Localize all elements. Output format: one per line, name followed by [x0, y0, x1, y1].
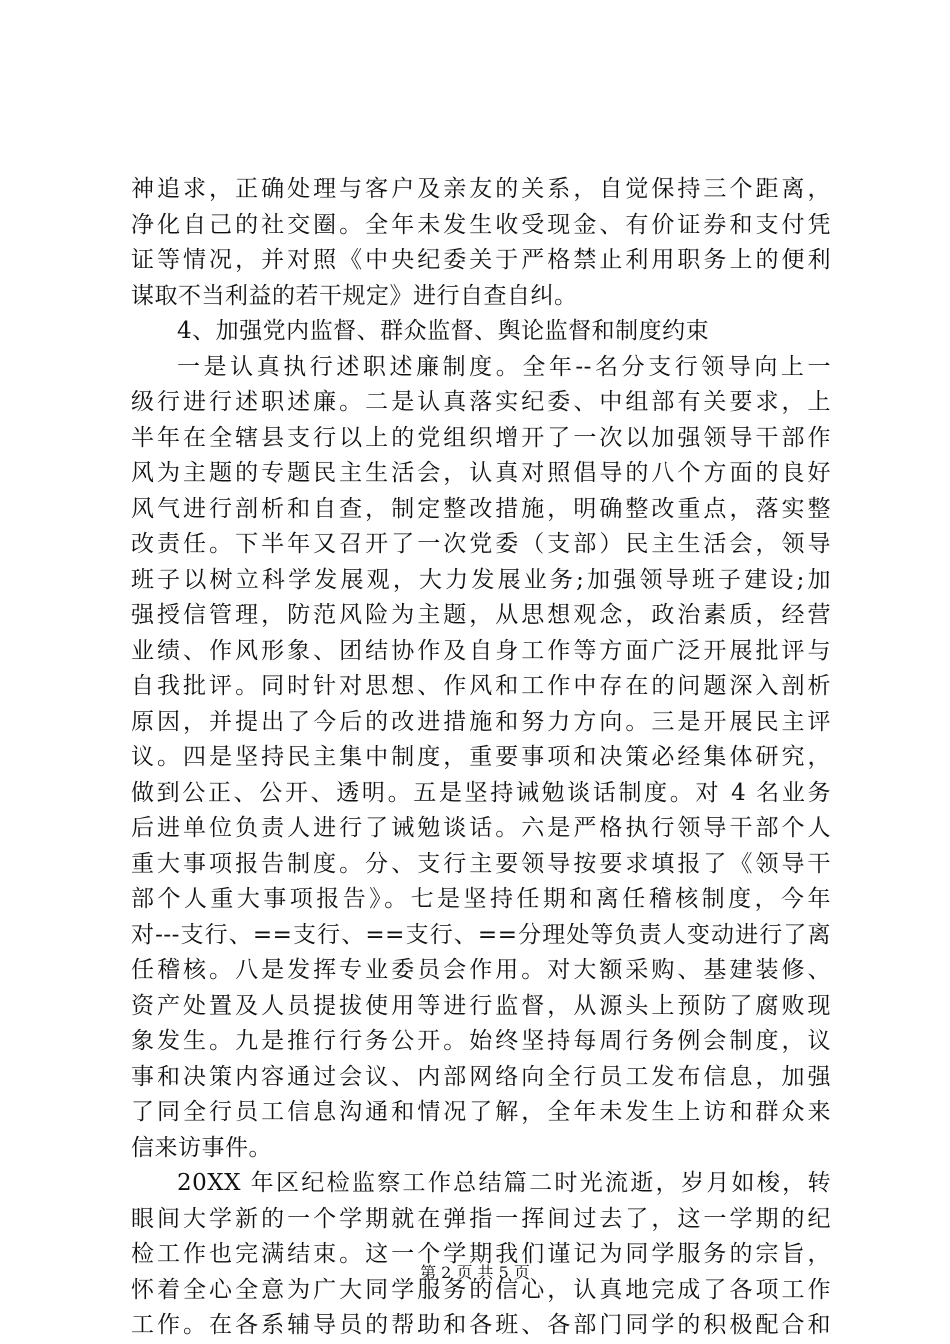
- text-line: 业绩、作风形象、团结协作及自身工作等方面广泛开展批评与: [131, 637, 831, 664]
- text-line: 重大事项报告制度。分、支行主要领导按要求填报了《领导干: [131, 850, 831, 877]
- text-line: 做到公正、公开、透明。五是坚持诫勉谈话制度。对 4 名业务: [131, 779, 831, 806]
- text-line: 净化自己的社交圈。全年未发生收受现金、有价证券和支付凭: [131, 211, 831, 238]
- text-line: 眼间大学新的一个学期就在弹指一挥间过去了，这一学期的纪: [131, 1205, 831, 1232]
- section-heading: 4、加强党内监督、群众监督、舆论监督和制度约束: [177, 318, 710, 344]
- document-body: [131, 172, 831, 1344]
- text-line: 资产处置及人员提拔使用等进行监督，从源头上预防了腐败现: [131, 992, 831, 1019]
- text-line: 20XX 年区纪检监察工作总结篇二时光流逝，岁月如梭，转: [177, 1170, 831, 1196]
- text-line: 任稽核。八是发挥专业委员会作用。对大额采购、基建装修、: [131, 957, 831, 983]
- text-line: 风为主题的专题民主生活会，认真对照倡导的八个方面的良好: [131, 460, 831, 486]
- text-line: 风气进行剖析和自查，制定整改措施，明确整改重点，落实整: [131, 495, 831, 522]
- text-line: 谋取不当利益的若干规定》进行自查自纠。: [131, 282, 578, 309]
- text-line: 怀着全心全意为广大同学服务的信心，认真地完成了各项工作: [131, 1276, 831, 1303]
- text-line: 级行进行述职述廉。二是认真落实纪委、中组部有关要求，上: [131, 389, 831, 415]
- text-line: 班子以树立科学发展观，大力发展业务;加强领导班子建设;加: [131, 566, 831, 593]
- text-line: 部个人重大事项报告》。七是坚持任期和离任稽核制度，今年: [131, 886, 831, 912]
- page-number-footer: 第 2 页 共 5 页: [420, 1263, 530, 1282]
- text-line: 神追求，正确处理与客户及亲友的关系，自觉保持三个距离，: [131, 176, 831, 202]
- text-line: 自我批评。同时针对思想、作风和工作中存在的问题深入剖析: [131, 673, 831, 699]
- text-line: 检工作也完满结束。这一个学期我们谨记为同学服务的宗旨，: [131, 1241, 831, 1267]
- text-line: 信来访事件。: [131, 1134, 272, 1161]
- text-line: 事和决策内容通过会议、内部网络向全行员工发布信息，加强: [131, 1063, 831, 1090]
- text-line: 原因，并提出了今后的改进措施和努力方向。三是开展民主评: [131, 708, 831, 735]
- text-line: 了同全行员工信息沟通和情况了解，全年未发生上访和群众来: [131, 1099, 831, 1125]
- text-line: 象发生。九是推行行务公开。始终坚持每周行务例会制度，议: [131, 1028, 831, 1054]
- text-line: 议。四是坚持民主集中制度，重要事项和决策必经集体研究，: [131, 744, 831, 770]
- text-line: 改责任。下半年又召开了一次党委（支部）民主生活会，领导: [131, 531, 831, 557]
- text-line: 证等情况，并对照《中央纪委关于严格禁止利用职务上的便利: [131, 247, 831, 273]
- text-line: 一是认真执行述职述廉制度。全年--名分支行领导向上一: [177, 353, 831, 380]
- text-line: 后进单位负责人进行了诫勉谈话。六是严格执行领导干部个人: [131, 815, 831, 841]
- text-line: 工作。在各系辅导员的帮助和各班、各部门同学的积极配合和: [131, 1312, 831, 1338]
- text-line: 对---支行、==支行、==支行、==分理处等负责人变动进行了离: [131, 921, 831, 948]
- text-line: 半年在全辖县支行以上的党组织增开了一次以加强领导干部作: [131, 424, 831, 451]
- text-line: 强授信管理，防范风险为主题，从思想观念，政治素质，经营: [131, 602, 831, 628]
